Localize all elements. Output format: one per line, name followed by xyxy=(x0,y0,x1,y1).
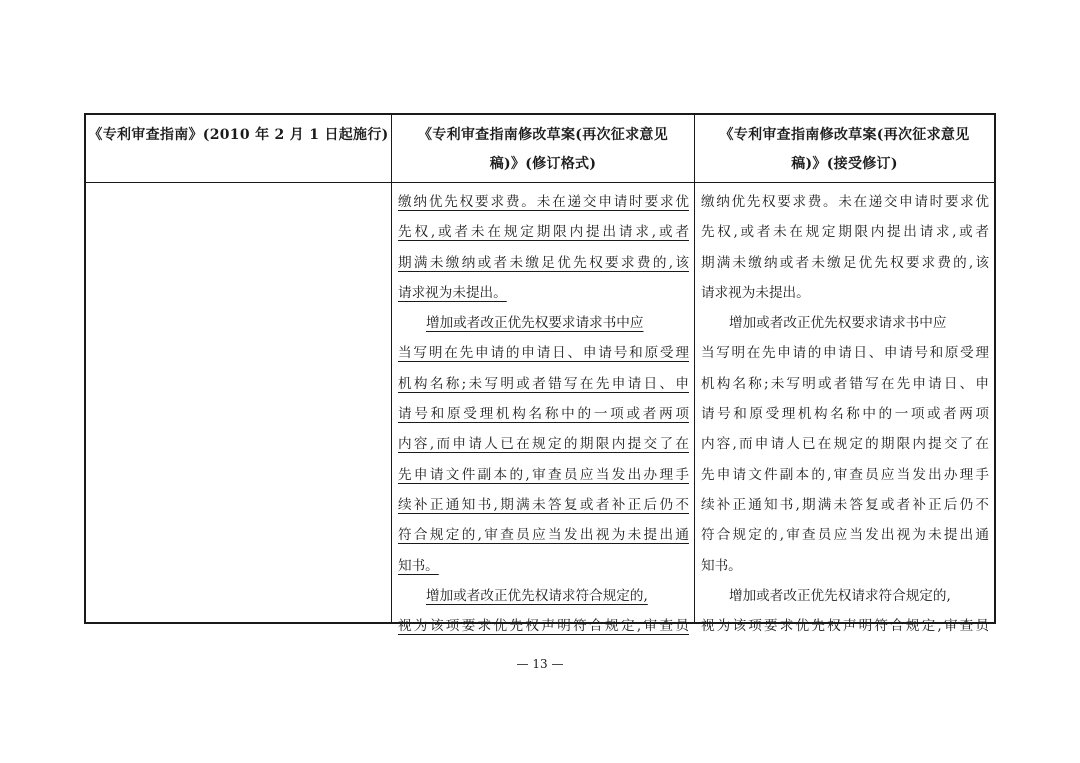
text-line xyxy=(701,611,989,641)
text-line xyxy=(398,490,689,520)
text-line xyxy=(701,520,989,550)
header-line: 稿)》(修订格式) xyxy=(489,156,597,172)
revised-text: 期满未缴纳或者未缴足优先权要求费的,该 xyxy=(398,254,689,271)
revised-text: 增加或者改正优先权要求请求书中应 xyxy=(426,315,644,332)
text-line xyxy=(701,399,989,429)
revised-text: 缴纳优先权要求费。未在递交申请时要求优 xyxy=(398,194,689,210)
text-line xyxy=(398,187,689,217)
revised-text: 符合规定的,审查员应当发出视为未提出通 xyxy=(398,527,689,544)
original-text-cell xyxy=(86,183,391,624)
text-line xyxy=(398,399,689,429)
header-line: 稿)》(接受修订) xyxy=(791,156,898,172)
text-line xyxy=(398,460,689,490)
accepted-text: 符合规定的,审查员应当发出视为未提出通 xyxy=(701,527,989,544)
text-line xyxy=(701,429,989,459)
header-original-guidelines xyxy=(86,115,391,182)
accepted-text: 期满未缴纳或者未缴足优先权要求费的,该 xyxy=(701,254,989,271)
accepted-text: 续补正通知书,期满未答复或者补正后仍不 xyxy=(701,496,989,513)
tracked-revision-cell xyxy=(391,183,694,635)
accepted-text: 先申请文件副本的,审查员应当发出办理手 xyxy=(701,466,989,483)
accepted-text: 视为该项要求优先权声明符合规定,审查员 xyxy=(701,618,989,635)
text-line xyxy=(701,369,989,399)
revised-text: 当写明在先申请的申请日、申请号和原受理 xyxy=(398,345,689,362)
header-line: 《专利审查指南修改草案(再次征求意见 xyxy=(719,127,970,143)
revised-text: 先权,或者未在规定期限内提出请求,或者 xyxy=(398,224,689,241)
accepted-text: 知书。 xyxy=(701,557,742,574)
accepted-revision-cell xyxy=(694,183,994,635)
header-line: 《专利审查指南修改草案(再次征求意见 xyxy=(417,127,669,143)
text-line xyxy=(398,369,689,399)
text-line xyxy=(701,308,989,338)
page-number: — 13 — xyxy=(516,657,564,671)
revised-text: 续补正通知书,期满未答复或者补正后仍不 xyxy=(398,496,689,513)
revised-text: 请求视为未提出。 xyxy=(398,284,507,301)
text-line xyxy=(701,217,989,247)
text-line xyxy=(398,338,689,368)
text-line xyxy=(701,338,989,368)
text-line xyxy=(701,490,989,520)
accepted-text: 内容,而申请人已在规定的期限内提交了在 xyxy=(701,436,989,453)
text-line xyxy=(701,187,989,217)
header-draft-accepted xyxy=(694,115,994,182)
accepted-text: 请号和原受理机构名称中的一项或者两项 xyxy=(701,406,989,423)
header-draft-tracked xyxy=(391,115,694,182)
text-line xyxy=(701,551,989,581)
accepted-text: 请求视为未提出。 xyxy=(701,284,810,301)
accepted-text: 当写明在先申请的申请日、申请号和原受理 xyxy=(701,345,989,362)
table-header-row xyxy=(86,115,994,183)
text-line xyxy=(701,248,989,278)
revised-text: 机构名称;未写明或者错写在先申请日、申 xyxy=(398,375,689,392)
text-line xyxy=(398,278,689,308)
revised-text: 先申请文件副本的,审查员应当发出办理手 xyxy=(398,466,689,483)
text-line xyxy=(701,278,989,308)
revised-text: 内容,而申请人已在规定的期限内提交了在 xyxy=(398,436,689,453)
comparison-table xyxy=(84,113,996,635)
revised-text: 知书。 xyxy=(398,557,439,574)
text-line xyxy=(398,248,689,278)
accepted-text: 增加或者改正优先权要求请求书中应 xyxy=(729,315,947,332)
text-line xyxy=(701,460,989,490)
text-line xyxy=(398,581,689,611)
table-body-row xyxy=(86,183,994,635)
text-line xyxy=(398,308,689,338)
revised-text: 请号和原受理机构名称中的一项或者两项 xyxy=(398,406,689,423)
text-line xyxy=(398,520,689,550)
text-line xyxy=(398,611,689,641)
text-line xyxy=(398,217,689,247)
text-line xyxy=(398,551,689,581)
revised-text: 增加或者改正优先权请求符合规定的, xyxy=(426,587,648,604)
text-line xyxy=(701,581,989,611)
accepted-text: 机构名称;未写明或者错写在先申请日、申 xyxy=(701,375,989,392)
accepted-text: 先权,或者未在规定期限内提出请求,或者 xyxy=(701,224,989,241)
header-line: 《专利审查指南》(2010 年 2 月 1 日起施行) xyxy=(88,127,389,143)
text-line xyxy=(398,429,689,459)
accepted-text: 缴纳优先权要求费。未在递交申请时要求优 xyxy=(701,194,989,210)
accepted-text: 增加或者改正优先权请求符合规定的, xyxy=(729,587,951,604)
revised-text: 视为该项要求优先权声明符合规定,审查员 xyxy=(398,618,689,635)
